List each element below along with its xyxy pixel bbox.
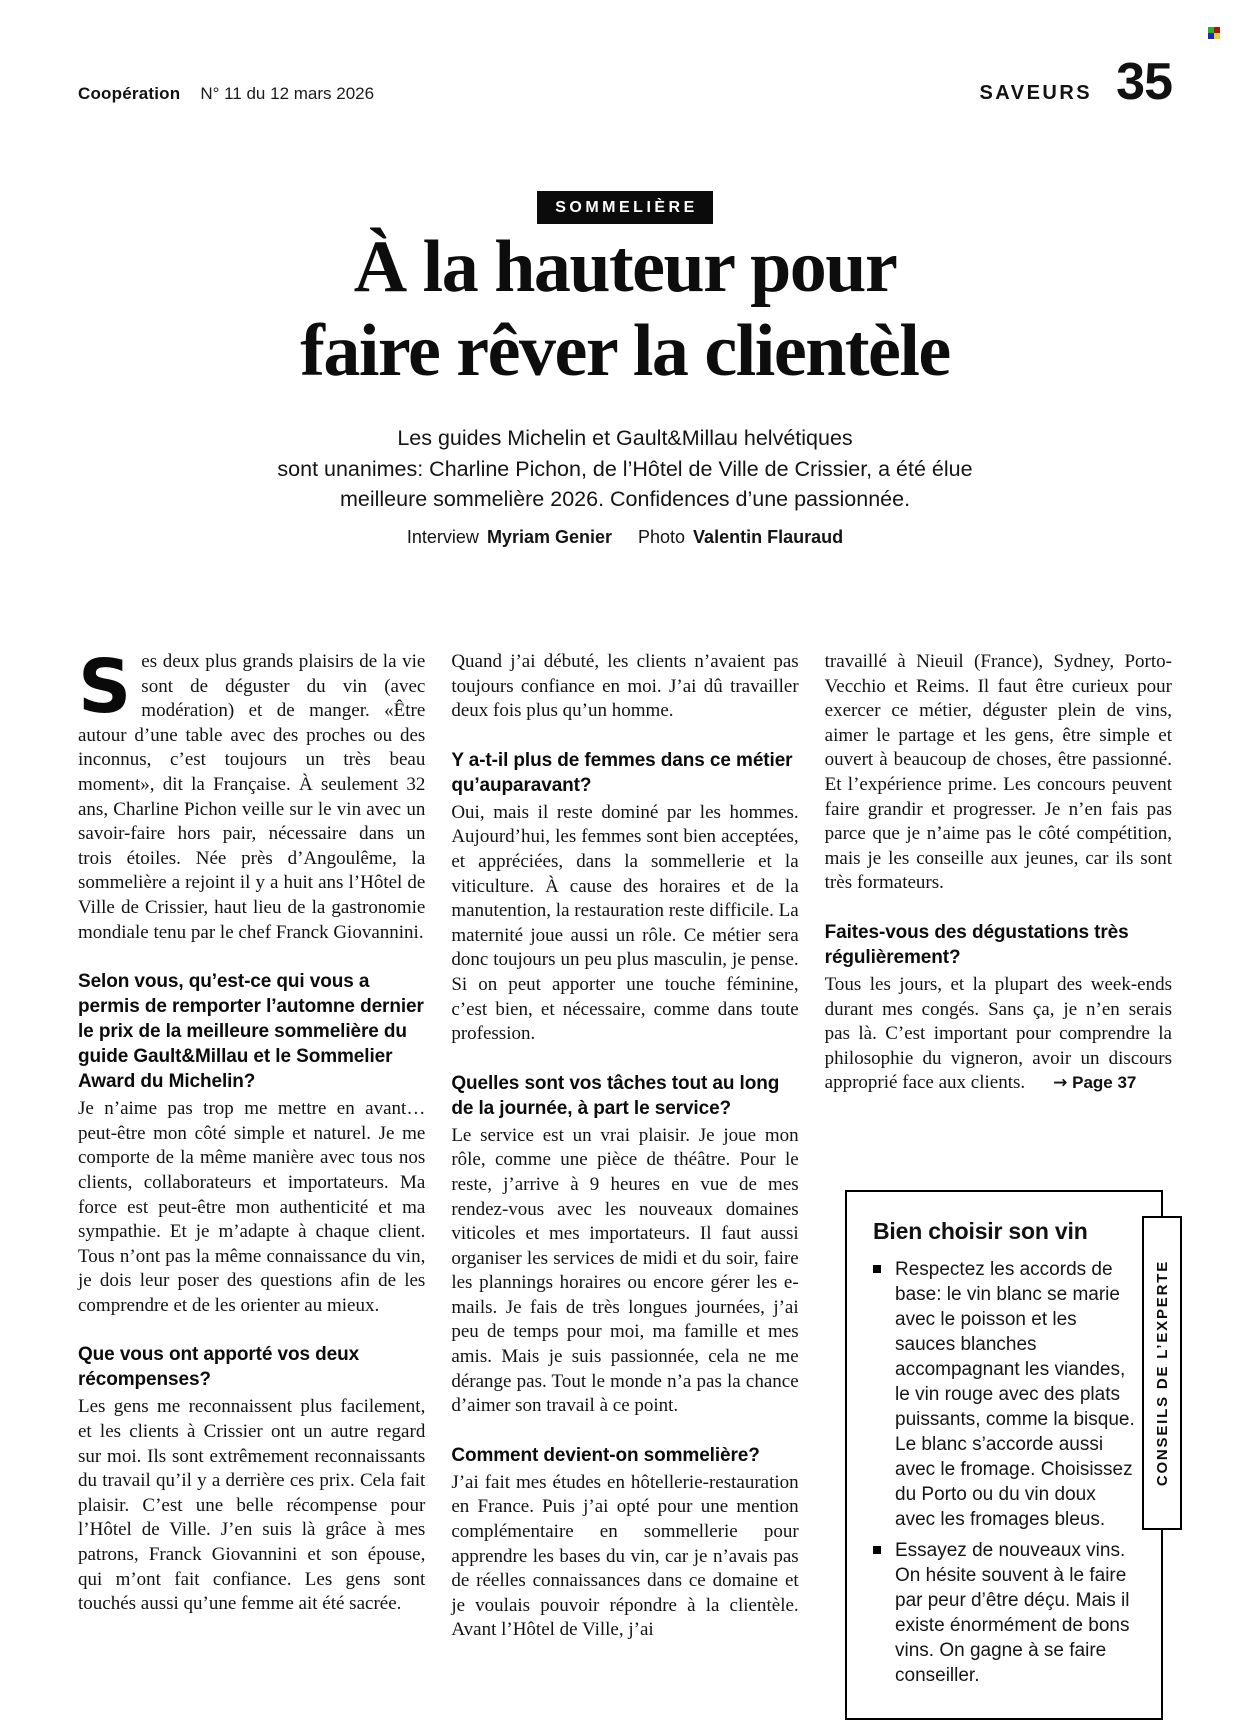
page-number: 35 (1116, 53, 1172, 111)
answer: Je n’aime pas trop me mettre en avant… peut-être mon côté simple et naturel. Je me comporte de la même manière avec tous nos clients, collaborateurs et importateurs. Ma force est peut-être mon authenticité et ma sympathie. Et je m’adapte à chaque client. Tous n’ont pas la même connaissance du vin, je dois leur poser des questions afin de les comprendre et de les orienter au mieux. (78, 1098, 426, 1316)
drop-cap: S (78, 644, 132, 730)
interviewer-name: Myriam Genier (486, 527, 612, 547)
headline-line2: faire rêver la clientèle (300, 309, 950, 392)
photographer-name: Valentin Flauraud (693, 527, 844, 547)
headline-line1: À la hauteur pour (353, 226, 897, 308)
answer-continuation: travaillé à Nieuil (France), Sydney, Porto-Vecchio et Reims. Il faut être curieux pour exercer ce métier, déguster plein de vins, aimer le partage et les gens, être simple et ouvert à beaucoup de choses, être passionné. Et l’expérience prime. Les concours peuvent faire grandir et progresser. Je n’en fais pas parce que je n’aime pas le côté compétition, mais je les conseille aux jeunes, car ils sont très formateurs. (824, 651, 1172, 894)
intro-text: es deux plus grands plaisirs de la vie sont de déguster du vin (avec modération) et de manger. «Être autour d’une table avec des proches ou des inconnus, c’est toujours un très beau moment», dit la Française. À seulement 32 ans, Charline Pichon veille sur le vin avec un savoir-faire hors pair, nécessaire dans un trois étoiles. Née près d’Angoulême, la sommelière a rejoint il y a huit ans l’Hôtel de Ville de Crissier, haut lieu de la gastronomie mondiale tenu par le chef Franck Giovannini. (78, 651, 426, 943)
photo-label: Photo (638, 527, 686, 547)
brand-name: Coopération (78, 84, 181, 103)
masthead-right (979, 53, 1172, 111)
tip-text: Essayez de nouveaux vins. On hésite souvent à le faire par peur d’être déçu. Mais il existe énormément de bons vins. On gagne à se faire conseiller. (895, 1540, 1130, 1686)
interview-label: Interview (406, 527, 479, 547)
article-lede (125, 423, 1125, 515)
intro-paragraph (78, 644, 426, 945)
expert-box-vertical-tab (1142, 1216, 1182, 1530)
answer: Le service est un vrai plaisir. Je joue mon rôle, comme une pièce de théâtre. Pour le reste, j’arrive à 9 heures en vue de mes rendez-vous avec les nouveaux domaines viticoles et mes importateurs. Il faut aussi organiser les services de midi et du soir, faire les plannings horaires ou encore gérer les e-mails. Je fais de très longues journées, j’ai peu de temps pour moi, ma famille et mes amis. Mais je suis passionnée, cela ne me dérange pas. Tout le monde n’a pas la chance d’aimer son travail à ce point. (451, 1124, 799, 1417)
color-registration-mark-icon (1208, 27, 1220, 39)
arrow-right-icon: → (1053, 1073, 1068, 1094)
answer: J’ai fait mes études en hôtellerie-restauration en France. Puis j’ai opté pour une mention complémentaire en sommellerie pour apprendre les bases du vin, car je n’avais pas de réelles connaissances dans ce domaine et je voulais pouvoir répondre à la clientèle. Avant l’Hôtel de Ville, j’ai (451, 1471, 799, 1641)
question: Comment devient-on sommelière? (451, 1444, 760, 1466)
question: Que vous ont apporté vos deux récompenses? (78, 1344, 360, 1391)
question: Faites-vous des dégustations très régulièrement? (824, 921, 1129, 968)
page-header (78, 53, 1172, 111)
section-label: SAVEURS (979, 82, 1093, 104)
question: Y a-t-il plus de femmes dans ce métier qu’auparavant? (451, 749, 793, 796)
vertical-tab-label: CONSEILS DE L’EXPERTE (1153, 1259, 1171, 1487)
lede-line: meilleure sommelière 2026. Confidences d’une passionnée. (339, 487, 911, 512)
square-bullet-icon (873, 1257, 895, 1532)
tip-item (873, 1538, 1135, 1688)
answer: Les gens me reconnaissent plus facilement, et les clients à Crissier ont un autre regard sur moi. Ils sont extrêmement reconnaissants du travail qu’il y a derrière ces prix. Cela fait plaisir. C’est une belle récompense pour l’Hôtel de Ville. J’en suis là grâce à mes patrons, Franck Giovannini et son épouse, qui m’ont fait confiance. Les gens sont touchés aussi qu’une femme ait été sacrée. (78, 1396, 426, 1615)
regmark-yellow (1214, 33, 1220, 39)
answer-text: Tous les jours, et la plupart des week-ends durant mes congés. Sans ça, je n’en serais pas là. C’est important pour comprendre la philosophie du vigneron, avoir un discours approprié face aux clients. (824, 973, 1172, 1094)
page-reference (1053, 1073, 1136, 1092)
issue-date: N° 11 du 12 mars 2026 (200, 84, 375, 103)
column-1 (78, 644, 426, 1643)
column-2 (451, 650, 798, 1643)
answer-continuation: Quand j’ai débuté, les clients n’avaient pas toujours confiance en moi. J’ai dû travailler deux fois plus qu’un homme. (451, 651, 799, 722)
kicker-badge: SOMMELIÈRE (537, 191, 713, 224)
lede-line: Les guides Michelin et Gault&Millau helvétiques (397, 426, 853, 450)
lede-line: sont unanimes: Charline Pichon, de l’Hôtel de Ville de Crissier, a été élue (277, 456, 973, 481)
question: Selon vous, qu’est-ce qui vous a permis de remporter l’automne dernier le prix de la meilleure sommelière du guide Gault&Millau et le Sommelier Award du Michelin? (78, 971, 424, 1093)
expert-tips-box (845, 1190, 1171, 1720)
byline (0, 527, 1250, 548)
masthead-left (78, 84, 374, 104)
answer: Oui, mais il reste dominé par les hommes. Aujourd’hui, les femmes sont bien acceptées, et appréciées, dans la sommellerie et la viticulture. À cause des horaires et de la manutention, la restauration reste difficile. La maternité joue aussi un rôle. Ce métier sera donc toujours un peu plus masculin, je pense. Si on peut apporter une touche féminine, c’est bien, et nécessaire, comme dans toute profession. (451, 801, 799, 1045)
page-reference-label: Page 37 (1072, 1073, 1137, 1093)
tip-text: Respectez les accords de base: le vin blanc se marie avec le poisson et les sauces blanches accompagnant les viandes, le vin rouge avec des plats puissants, comme la bisque. Le blanc s’accorde aussi avec le fromage. Choisissez du Porto ou du vin doux avec les fromages bleus. (895, 1259, 1135, 1530)
question: Quelles sont vos tâches tout au long de la journée, à part le service? (451, 1072, 780, 1119)
article-headline (0, 226, 1250, 393)
answer (825, 973, 1172, 1096)
square-bullet-icon (873, 1538, 895, 1688)
expert-box-title: Bien choisir son vin (873, 1218, 1088, 1244)
tip-item (873, 1257, 1135, 1532)
kicker-wrap (0, 191, 1250, 224)
